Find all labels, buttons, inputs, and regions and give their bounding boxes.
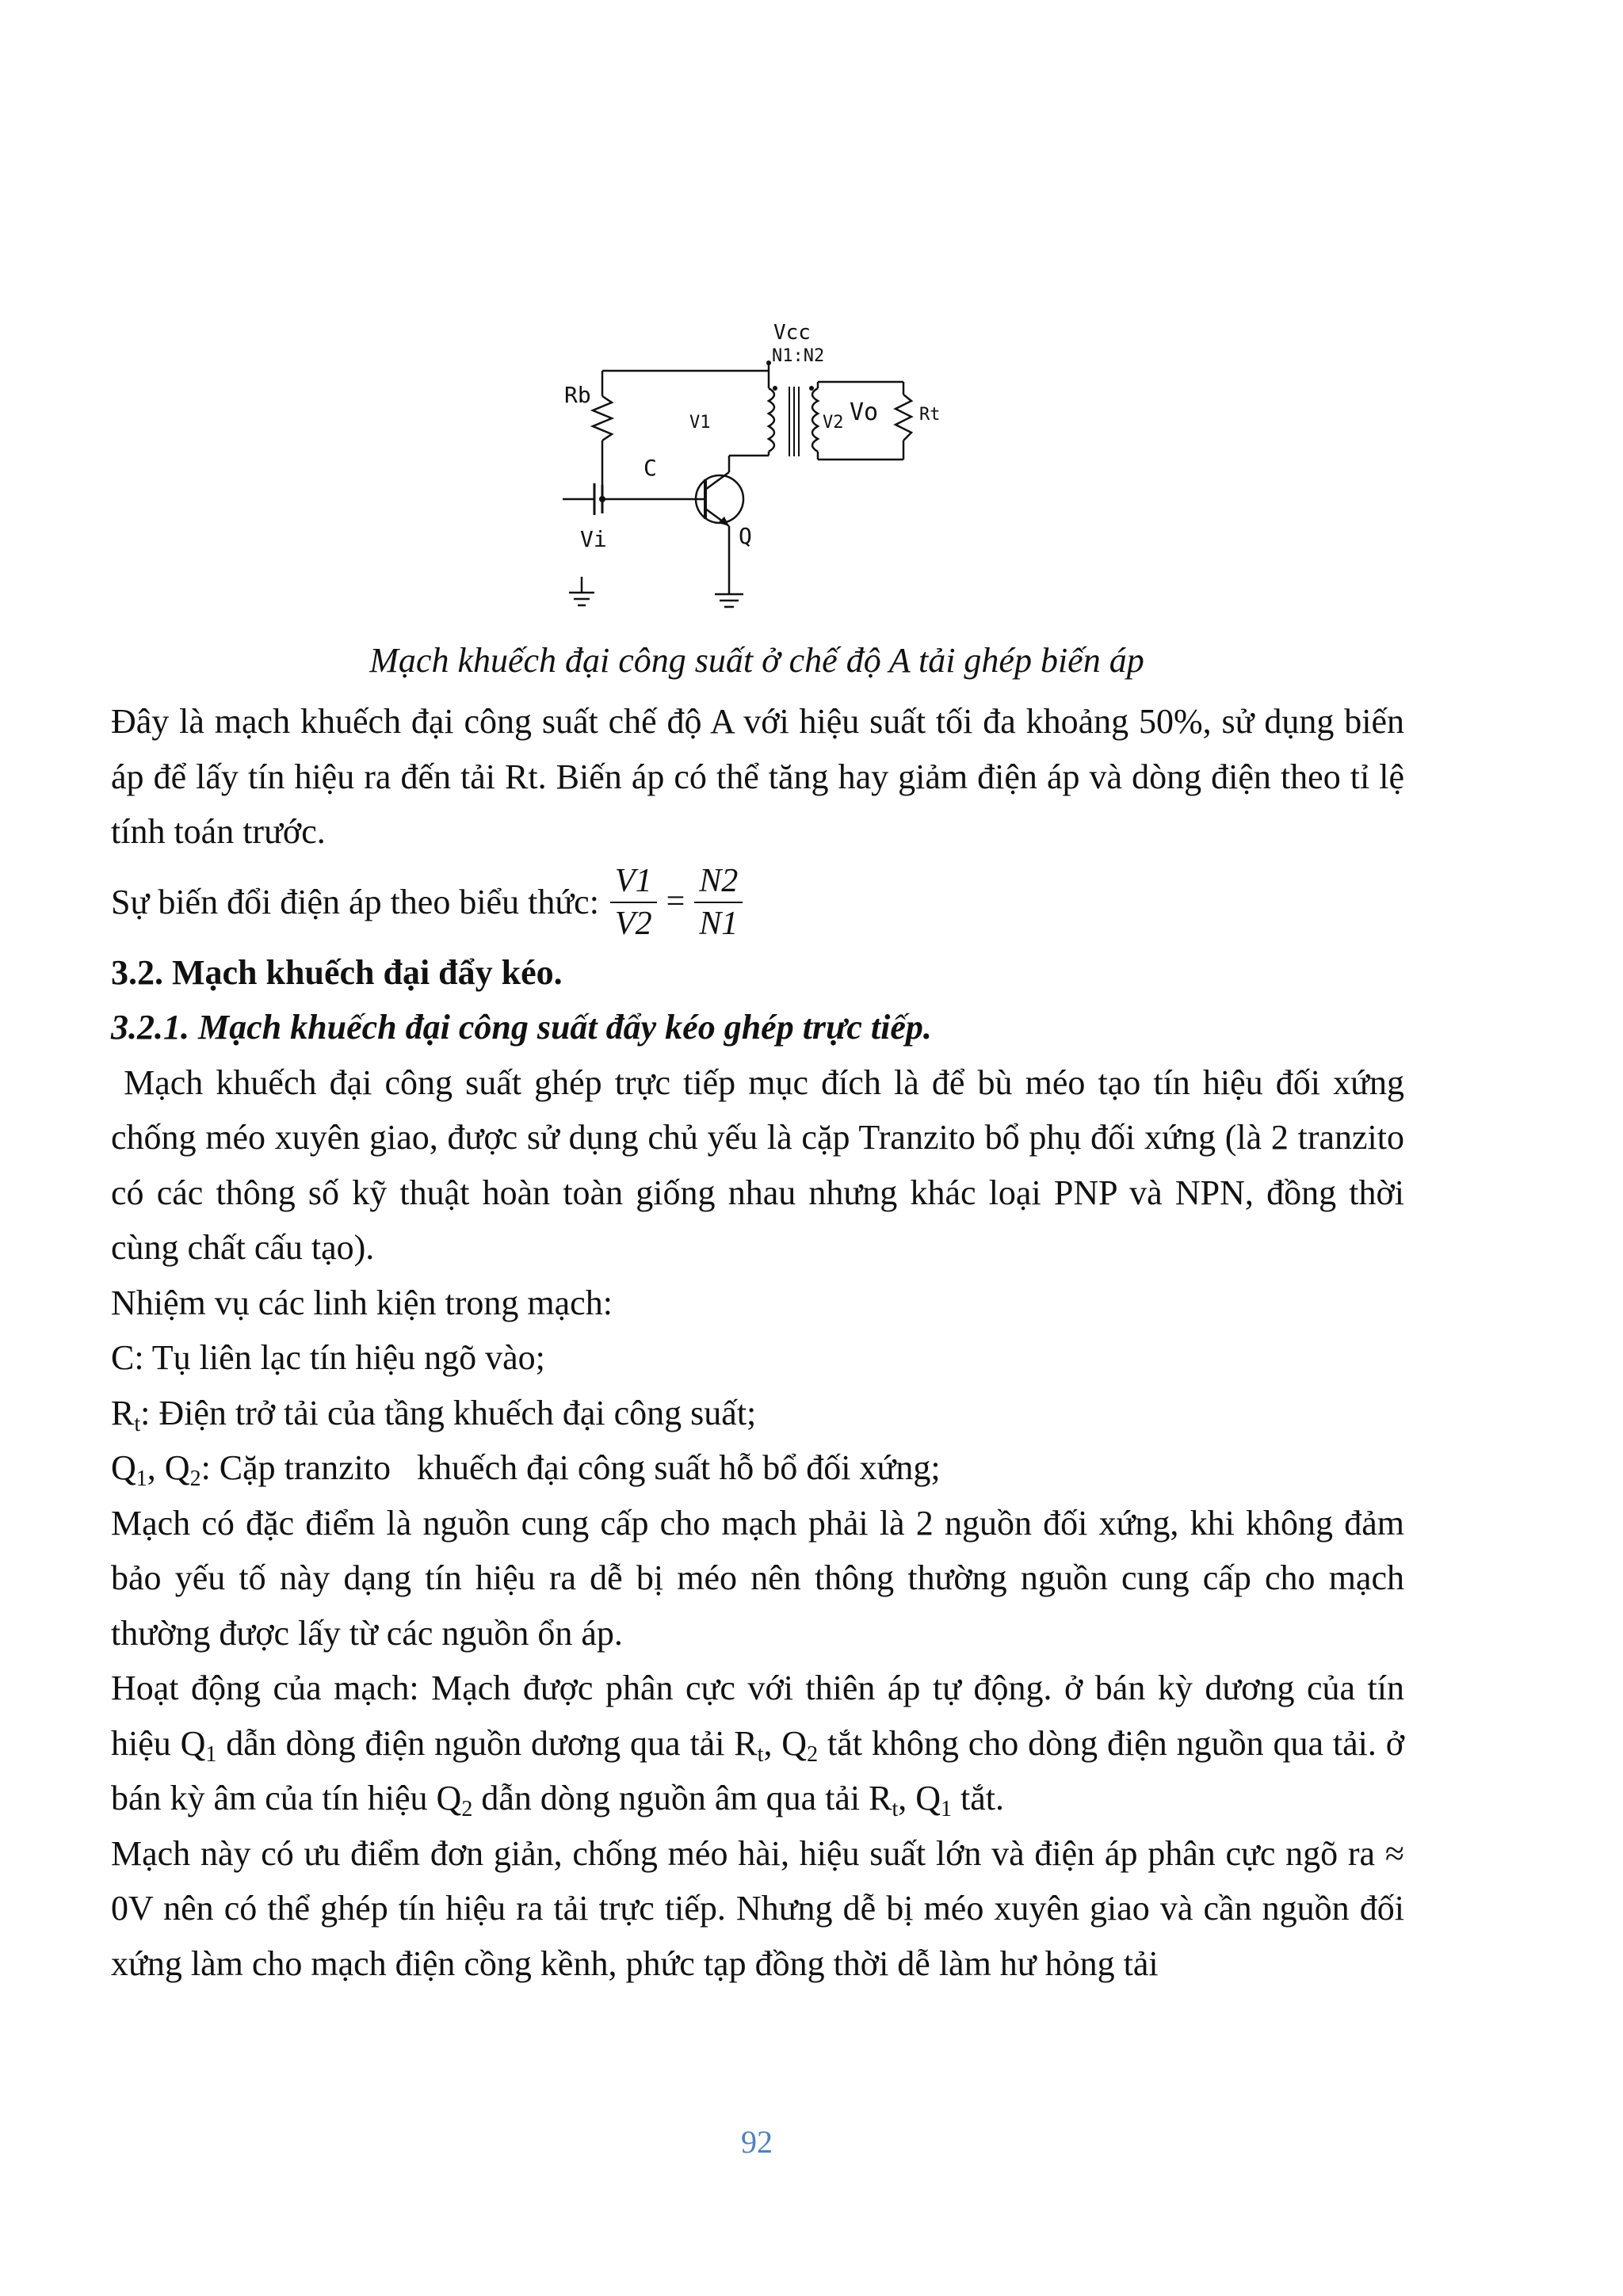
label-rb: Rb xyxy=(564,382,591,408)
task-q-text: : Cặp tranzito khuếch đại công suất hỗ bổ đối xứng; xyxy=(200,1448,941,1487)
label-q: Q xyxy=(739,523,752,549)
subscript-2: 2 xyxy=(189,1466,201,1491)
fraction-denominator-n1: N1 xyxy=(699,905,739,942)
fraction-denominator-v2: V2 xyxy=(614,905,652,942)
label-vi: Vi xyxy=(580,526,607,552)
label-turns-ratio: N1:N2 xyxy=(772,346,825,366)
formula-line xyxy=(111,860,1404,945)
rb-resistor xyxy=(593,396,612,441)
operation-text-4: tắt không cho dòng điện nguồn qua tải. ở bán kỳ âm của tín hiệu Q xyxy=(111,1723,1404,1817)
operation-text-2: dẫn dòng điện nguồn dương qua tải R xyxy=(216,1723,758,1763)
operation-text-1: Hoạt động của mạch: Mạch được phân cực với thiên áp tự động. ở bán kỳ dương của tín hiệu Q xyxy=(111,1669,1404,1763)
paragraph-task-q xyxy=(111,1440,1404,1496)
paragraph-task-c: C: Tụ liên lạc tín hiệu ngõ vào; xyxy=(111,1338,545,1377)
symbol-q1: Q xyxy=(111,1448,136,1487)
operation-text-7: tắt. xyxy=(952,1779,1005,1817)
circuit-figure xyxy=(564,317,1014,618)
label-vo: Vo xyxy=(850,399,879,426)
figure-caption: Mạch khuếch đại công suất ở chế độ A tải ghép biến áp xyxy=(369,641,1144,680)
subscript-t: t xyxy=(134,1411,141,1436)
subscript-1: 1 xyxy=(136,1466,147,1491)
primary-coil xyxy=(769,388,774,452)
fraction-numerator-n2: N2 xyxy=(694,862,743,903)
label-rt: Rt xyxy=(919,405,941,425)
page-number: 92 xyxy=(741,2124,773,2160)
fraction-v1-v2 xyxy=(610,862,657,943)
document-body xyxy=(111,694,1413,1991)
operation-sub-2: t xyxy=(757,1741,764,1767)
class-a-transformer-amplifier-schematic xyxy=(564,317,1014,618)
operation-text-6: , Q xyxy=(898,1779,941,1817)
paragraph-push-pull-description: Mạch khuếch đại công suất ghép trực tiếp mục đích là để bù méo tạo tín hiệu đối xứng chống méo xuyên giao, được sử dụng chủ yếu là cặp Tranzito bổ phụ đối xứng (là 2 tranzito có các thông số kỹ thuật hoàn toàn giống nhau nhưng khác loại PNP và NPN, đồng thời cùng chất cấu tạo). xyxy=(111,1062,1413,1267)
label-v1: V1 xyxy=(689,413,711,433)
task-rt-text: : Điện trở tải của tầng khuếch đại công suất; xyxy=(140,1393,757,1432)
formula-prefix: Sự biến đổi điện áp theo biểu thức: xyxy=(111,882,599,921)
paragraph-power-supply: Mạch có đặc điểm là nguồn cung cấp cho mạch phải là 2 nguồn đối xứng, khi không đảm bảo yếu tố này dạng tín hiệu ra dễ bị méo nên thông thường nguồn cung cấp cho mạch thường được lấy từ các nguồn ổn áp. xyxy=(111,1503,1404,1653)
label-vcc: Vcc xyxy=(773,321,811,345)
section-heading-3-2-1: 3.2.1. Mạch khuếch đại công suất đẩy kéo ghép trực tiếp. xyxy=(111,1008,932,1047)
paragraph-tasks-intro: Nhiệm vụ các linh kiện trong mạch: xyxy=(111,1283,613,1322)
symbol-q2: Q xyxy=(164,1448,190,1487)
operation-sub-5: t xyxy=(892,1797,899,1821)
operation-sub-4: 2 xyxy=(461,1797,473,1821)
operation-sub-6: 1 xyxy=(941,1797,953,1821)
fraction-numerator-v1: V1 xyxy=(610,862,657,903)
operation-sub-1: 1 xyxy=(205,1741,217,1767)
operation-text-3: , Q xyxy=(763,1723,808,1763)
secondary-coil xyxy=(812,388,818,452)
paragraph-task-rt xyxy=(111,1386,1404,1441)
rt-resistor xyxy=(896,395,911,441)
label-v2: V2 xyxy=(823,413,844,433)
fraction-n2-n1 xyxy=(694,862,743,943)
paragraph-transformer-description: Đây là mạch khuếch đại công suất chế độ A với hiệu suất tối đa khoảng 50%, sử dụng biến áp để lấy tín hiệu ra đến tải Rt. Biến áp có thể tăng hay giảm điện áp và dòng điện theo tỉ lệ tính toán trước. xyxy=(111,702,1404,851)
symbol-r: R xyxy=(111,1393,135,1432)
paragraph-operation xyxy=(111,1661,1404,1826)
paragraph-advantages: Mạch này có ưu điểm đơn giản, chống méo hài, hiệu suất lớn và điện áp phân cực ngõ ra ≈ 0V nên có thể ghép tín hiệu ra tải trực tiếp. Nhưng dễ bị méo xuyên giao và cần nguồn đối xứng làm cho mạch điện cồng kềnh, phức tạp đồng thời dễ làm hư hỏng tải xyxy=(111,1833,1404,1983)
label-c: C xyxy=(643,455,657,481)
operation-text-5: dẫn dòng nguồn âm qua tải R xyxy=(472,1779,892,1817)
equals-sign: = xyxy=(666,883,685,920)
separator: , xyxy=(147,1448,165,1487)
section-heading-3-2: 3.2. Mạch khuếch đại đẩy kéo. xyxy=(111,952,563,992)
operation-sub-3: 2 xyxy=(807,1741,819,1767)
